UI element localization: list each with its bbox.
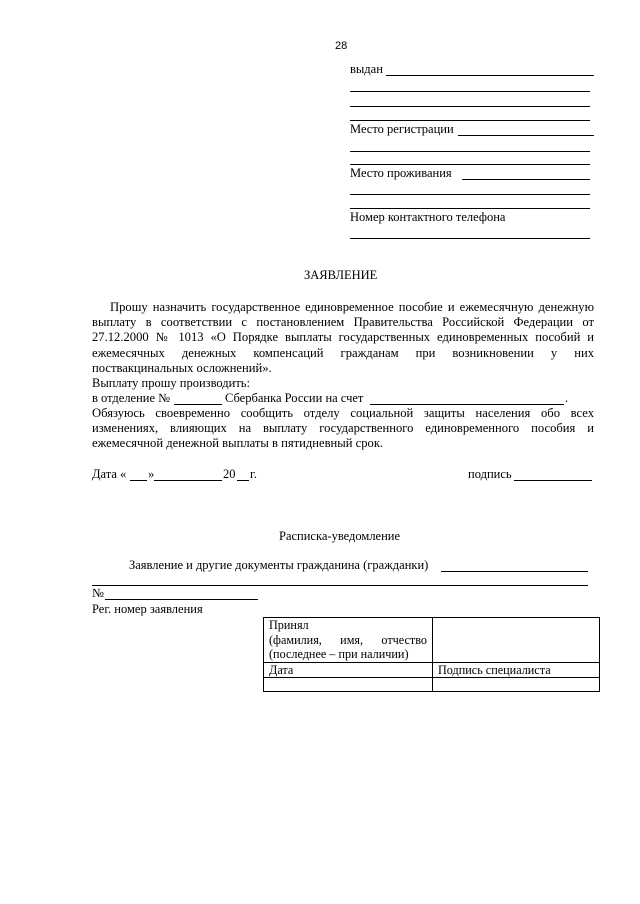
- accepted-by-value-cell[interactable]: [433, 618, 600, 663]
- residence-label: Место проживания: [350, 166, 452, 180]
- body-line: Прошу назначить государственное единовременное пособие и ежемесячную денежную: [110, 300, 594, 314]
- table-row: [264, 662, 600, 678]
- phone-line[interactable]: [350, 238, 590, 239]
- blank-line[interactable]: [350, 151, 590, 152]
- blank-line[interactable]: [350, 164, 590, 165]
- registration-label: Место регистрации: [350, 122, 454, 136]
- obligation-line: изменениях, влияющих на выплату государственного единовременного пособия и: [92, 421, 594, 436]
- registration-line[interactable]: [458, 135, 594, 136]
- citizen-name-continued-field[interactable]: [92, 585, 588, 586]
- date-prefix: Дата «: [92, 467, 127, 481]
- blank-line[interactable]: [350, 120, 590, 121]
- blank-line[interactable]: [350, 208, 590, 209]
- page-number: 28: [335, 40, 348, 52]
- accepted-fio-label: (фамилия, имя, отчество: [269, 632, 427, 647]
- issued-label: выдан: [350, 62, 383, 76]
- number-field[interactable]: [105, 599, 258, 600]
- obligation-text: [92, 406, 594, 452]
- table-row: [264, 678, 600, 692]
- date-mid: »: [148, 467, 155, 481]
- table-row: [264, 618, 600, 663]
- receipt-text: Заявление и другие документы гражданина (гражданки): [129, 558, 429, 572]
- reg-number-label: Рег. номер заявления: [92, 602, 203, 616]
- blank-line[interactable]: [350, 194, 590, 195]
- body-line: ежемесячных денежных компенсаций гражданам при возникновении у них: [92, 345, 594, 360]
- branch-bank-text: Сбербанка России на счет: [225, 391, 364, 405]
- issued-line[interactable]: [386, 75, 594, 76]
- body-line: выплату в соответствии с постановлением Правительства Российской Федерации от: [92, 315, 594, 330]
- signature-field[interactable]: [514, 480, 592, 481]
- citizen-name-field[interactable]: [441, 571, 588, 572]
- date-header-cell: Дата: [264, 662, 433, 678]
- accepted-by-label-cell: [264, 618, 433, 663]
- date-year-prefix: 20: [223, 467, 236, 481]
- accepted-label: Принял: [269, 618, 309, 632]
- payment-label: Выплату прошу производить:: [92, 376, 250, 390]
- signature-label: подпись: [468, 467, 512, 481]
- date-value-cell[interactable]: [264, 678, 433, 692]
- body-line: 27.12.2000 № 1013 «О Порядке выплаты государственных единовременных пособий и: [92, 330, 594, 345]
- receipt-title: Расписка-уведомление: [279, 529, 401, 543]
- number-sign: №: [92, 586, 104, 600]
- branch-end: .: [565, 391, 569, 405]
- residence-line[interactable]: [462, 179, 590, 180]
- body-line: поствакцинальных осложнений».: [92, 360, 272, 375]
- date-day-field[interactable]: [130, 480, 147, 481]
- branch-number-field[interactable]: [174, 404, 222, 405]
- branch-prefix: в отделение №: [92, 391, 171, 405]
- specialist-signature-header-cell: Подпись специалиста: [433, 662, 600, 678]
- date-suffix: г.: [250, 467, 257, 481]
- account-number-field[interactable]: [370, 404, 564, 405]
- date-month-field[interactable]: [154, 480, 222, 481]
- acceptance-table: [263, 617, 600, 692]
- date-year-field[interactable]: [237, 480, 249, 481]
- document-title: ЗАЯВЛЕНИЕ: [304, 268, 378, 282]
- obligation-line: Обязуюсь своевременно сообщить отделу социальной защиты населения обо всех: [92, 406, 594, 420]
- specialist-signature-value-cell[interactable]: [433, 678, 600, 692]
- blank-line[interactable]: [350, 91, 590, 92]
- accepted-note-label: (последнее – при наличии): [269, 647, 409, 661]
- application-body: [92, 300, 594, 376]
- blank-line[interactable]: [350, 106, 590, 107]
- phone-label: Номер контактного телефона: [350, 210, 506, 224]
- obligation-line: ежемесячной денежной выплаты в пятидневный срок.: [92, 436, 384, 451]
